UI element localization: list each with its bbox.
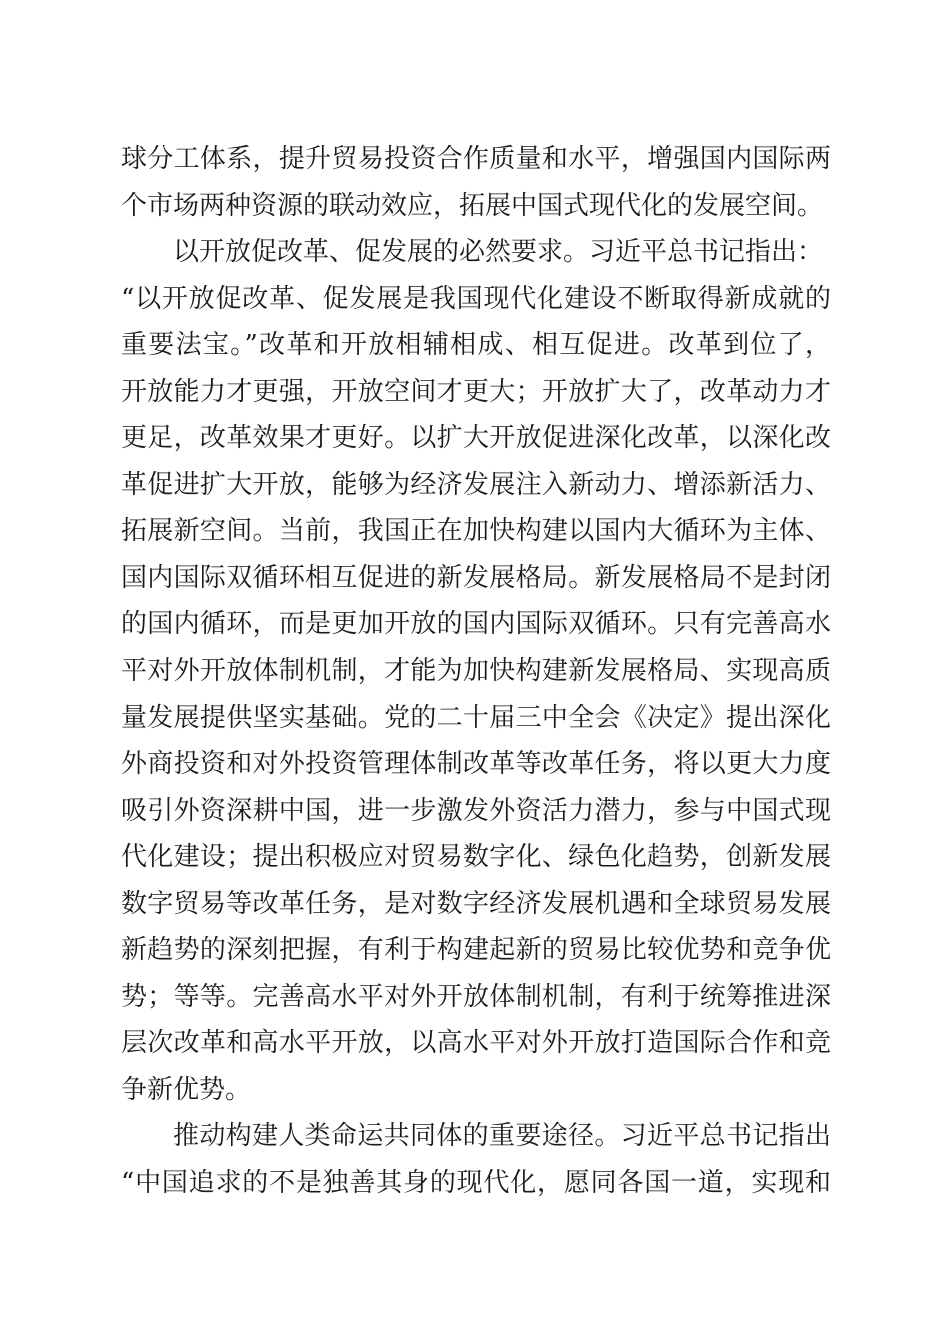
text-line: “以开放促改革、促发展是我国现代化建设不断取得新成就的: [121, 283, 831, 314]
paragraph-heading-line: 推动构建人类命运共同体的重要途径。习近平总书记指出: [173, 1121, 831, 1152]
text-line: 势；等等。完善高水平对外开放体制机制，有利于统筹推进深: [121, 981, 831, 1012]
text-line: 重要法宝。”改革和开放相辅相成、相互促进。改革到位了，: [121, 330, 831, 361]
text-line: 个市场两种资源的联动效应，拓展中国式现代化的发展空间。: [121, 190, 824, 221]
text-line: “中国追求的不是独善其身的现代化，愿同各国一道，实现和: [121, 1168, 831, 1199]
text-line: 国内国际双循环相互促进的新发展格局。新发展格局不是封闭: [121, 562, 831, 593]
text-line: 拓展新空间。当前，我国正在加快构建以国内大循环为主体、: [121, 516, 831, 547]
text-line: 数字贸易等改革任务，是对数字经济发展机遇和全球贸易发展: [121, 888, 831, 919]
text-line: 开放能力才更强，开放空间才更大；开放扩大了，改革动力才: [121, 376, 831, 407]
text-line: 量发展提供坚实基础。党的二十届三中全会《决定》提出深化: [121, 702, 831, 733]
paragraph-heading-line: 以开放促改革、促发展的必然要求。习近平总书记指出：: [173, 237, 824, 268]
text-line: 的国内循环，而是更加开放的国内国际双循环。只有完善高水: [121, 609, 831, 640]
text-line: 争新优势。: [121, 1074, 252, 1105]
text-line: 革促进扩大开放，能够为经济发展注入新动力、增添新活力、: [121, 469, 831, 500]
text-line: 外商投资和对外投资管理体制改革等改革任务，将以更大力度: [121, 749, 831, 780]
text-line: 代化建设；提出积极应对贸易数字化、绿色化趋势，创新发展: [121, 842, 831, 873]
text-line: 球分工体系，提升贸易投资合作质量和水平，增强国内国际两: [121, 144, 831, 174]
text-line: 层次改革和高水平开放，以高水平对外开放打造国际合作和竞: [121, 1028, 831, 1059]
text-line: 更足，改革效果才更好。以扩大开放促进深化改革，以深化改: [121, 423, 831, 454]
body-text: [121, 136, 831, 1207]
text-line: 新趋势的深刻把握，有利于构建起新的贸易比较优势和竞争优: [121, 935, 831, 966]
text-line: 平对外开放体制机制，才能为加快构建新发展格局、实现高质: [121, 656, 831, 687]
text-line: 吸引外资深耕中国，进一步激发外资活力潜力，参与中国式现: [121, 795, 831, 826]
